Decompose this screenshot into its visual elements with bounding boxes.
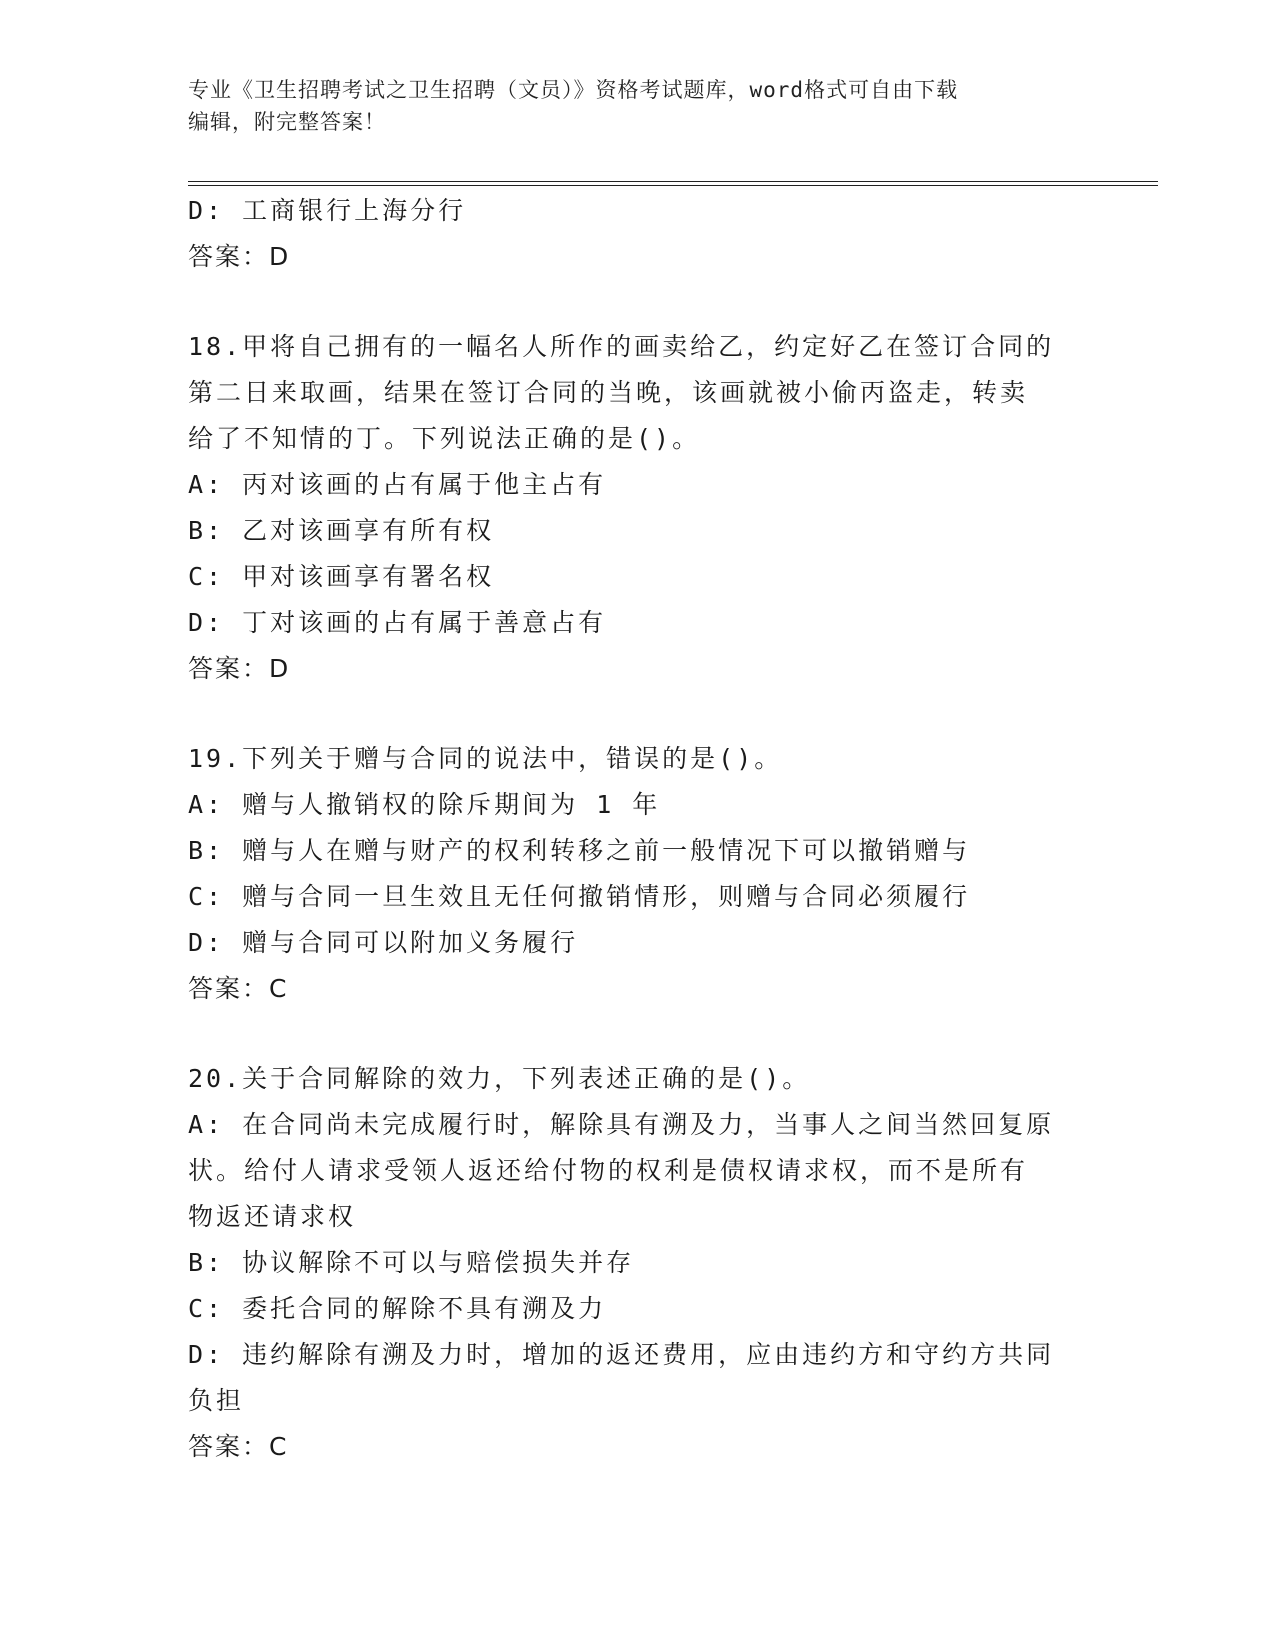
option-c: C: 赠与合同一旦生效且无任何撤销情形，则赠与合同必须履行 xyxy=(188,882,971,911)
option-a: A: 丙对该画的占有属于他主占有 xyxy=(188,470,607,499)
option-a-continued: 物返还请求权 xyxy=(188,1202,357,1231)
spacer xyxy=(188,1012,1088,1056)
option-d: D: 违约解除有溯及力时，增加的返还费用，应由违约方和守约方共同 xyxy=(188,1340,1055,1369)
option-b: B: 协议解除不可以与赔偿损失并存 xyxy=(188,1248,635,1277)
document-header xyxy=(188,74,1088,138)
answer: 答案：D xyxy=(188,242,291,271)
header-divider xyxy=(188,181,1158,186)
option-d: D: 丁对该画的占有属于善意占有 xyxy=(188,608,607,637)
question-stem: 18.甲将自己拥有的一幅名人所作的画卖给乙，约定好乙在签订合同的 xyxy=(188,332,1055,361)
question-stem: 20.关于合同解除的效力，下列表述正确的是()。 xyxy=(188,1064,811,1093)
option-d-continued: 负担 xyxy=(188,1386,245,1415)
question-stem: 第二日来取画，结果在签订合同的当晚，该画就被小偷丙盗走，转卖 xyxy=(188,378,1029,407)
question-19 xyxy=(188,736,1088,1012)
option-b: B: 乙对该画享有所有权 xyxy=(188,516,495,545)
option-a: A: 赠与人撤销权的除斥期间为 1 年 xyxy=(188,790,661,819)
answer: 答案：C xyxy=(188,1432,289,1461)
spacer xyxy=(188,692,1088,736)
question-20 xyxy=(188,1056,1088,1470)
option-c: C: 委托合同的解除不具有溯及力 xyxy=(188,1294,607,1323)
option-a-continued: 状。给付人请求受领人返还给付物的权利是债权请求权，而不是所有 xyxy=(188,1156,1029,1185)
option-d: D: 赠与合同可以附加义务履行 xyxy=(188,928,579,957)
option-a: A: 在合同尚未完成履行时，解除具有溯及力，当事人之间当然回复原 xyxy=(188,1110,1055,1139)
header-line-2: 编辑，附完整答案！ xyxy=(188,110,386,134)
document-body xyxy=(188,188,1088,1470)
spacer xyxy=(188,280,1088,324)
option-b: B: 赠与人在赠与财产的权利转移之前一般情况下可以撤销赠与 xyxy=(188,836,971,865)
header-line-1: 专业《卫生招聘考试之卫生招聘（文员）》资格考试题库，word格式可自由下载 xyxy=(188,78,959,102)
answer: 答案：C xyxy=(188,974,289,1003)
question-17-tail xyxy=(188,188,1088,280)
answer: 答案：D xyxy=(188,654,291,683)
question-stem: 19.下列关于赠与合同的说法中，错误的是()。 xyxy=(188,744,783,773)
question-18 xyxy=(188,324,1088,692)
question-stem: 给了不知情的丁。下列说法正确的是()。 xyxy=(188,424,701,453)
option-d: D: 工商银行上海分行 xyxy=(188,196,467,225)
option-c: C: 甲对该画享有署名权 xyxy=(188,562,495,591)
